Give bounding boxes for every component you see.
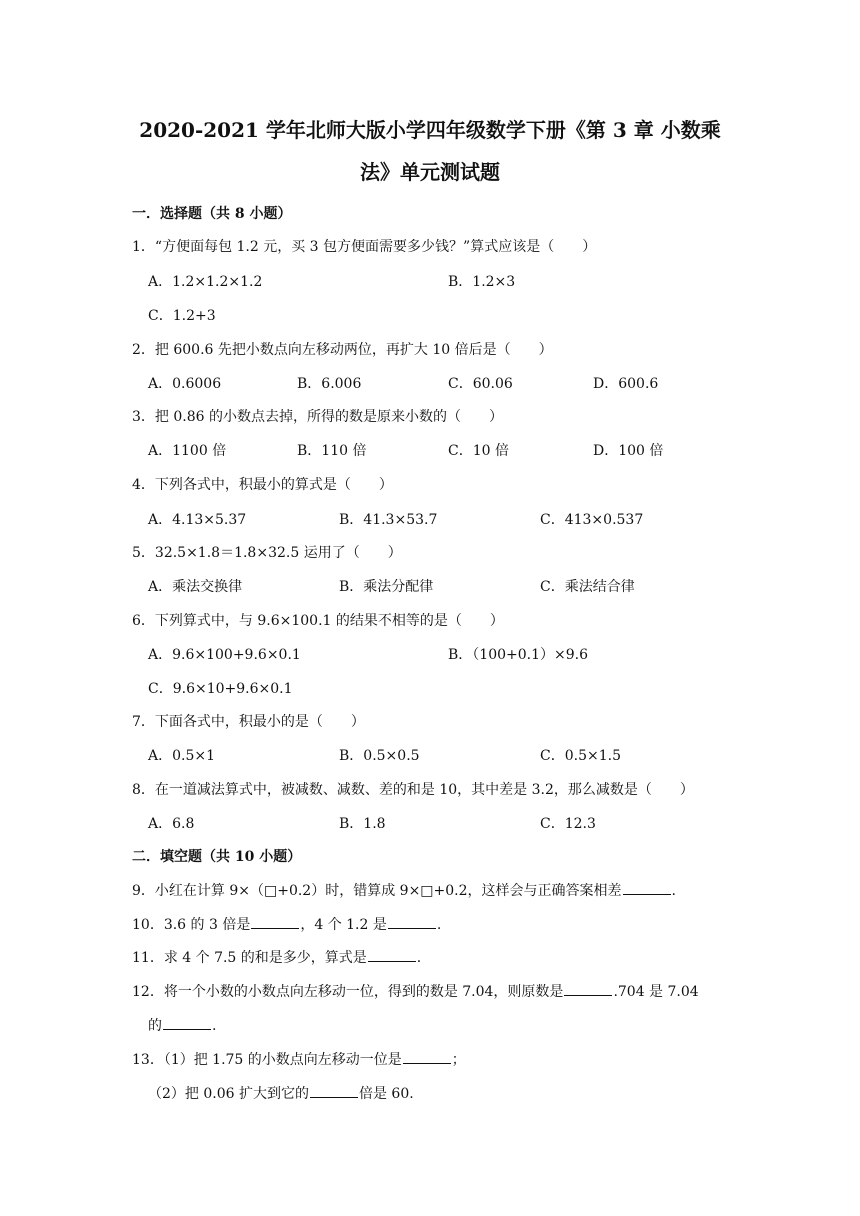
question-13 (132, 1049, 466, 1069)
question-7-option-c: C．0.5×1.5 (540, 748, 621, 764)
question-9 (132, 880, 676, 900)
question-3-option-d: D．100 倍 (593, 443, 664, 459)
answer-blank[interactable] (388, 914, 436, 929)
question-9-text: 9．小红在计算 9×（□+0.2）时，错算成 9×□+0.2，这样会与正确答案相差 (132, 883, 622, 899)
question-2-option-a: A．0.6006 (148, 376, 222, 392)
question-3-option-a: A．1100 倍 (148, 443, 227, 459)
question-6-option-c: C．9.6×10+9.6×0.1 (148, 681, 293, 697)
question-1-option-c: C．1.2+3 (148, 308, 216, 324)
question-8-option-a: A．6.8 (148, 816, 195, 832)
question-1: 1．“方便面每包 1.2 元，买 3 包方便面需要多少钱？”算式应该是（ ） (132, 239, 597, 255)
question-12-text: 12．将一个小数的小数点向左移动一位，得到的数是 7.04，则原数是 (132, 984, 564, 1000)
answer-blank[interactable] (403, 1049, 451, 1064)
section-heading-fill-in: 二．填空题（共 10 小题） (132, 849, 302, 865)
question-7-option-b: B．0.5×0.5 (339, 748, 420, 764)
question-13-part-2-end: 倍是 60. (358, 1086, 414, 1102)
question-4-option-c: C．413×0.537 (540, 512, 644, 528)
question-12-text-3: 的 (148, 1018, 162, 1034)
question-2-option-d: D．600.6 (593, 376, 659, 392)
question-1-option-a: A．1.2×1.2×1.2 (148, 274, 263, 290)
answer-blank[interactable] (623, 880, 671, 895)
question-3-option-c: C．10 倍 (448, 443, 509, 459)
section-heading-choice: 一．选择题（共 8 小题） (132, 206, 292, 222)
question-8-option-c: C．12.3 (540, 816, 596, 832)
question-12-text-2: .704 是 7.04 (613, 984, 699, 1000)
question-1-option-b: B．1.2×3 (448, 274, 516, 290)
question-8-option-b: B．1.8 (339, 816, 386, 832)
question-4: 4．下列各式中，积最小的算式是（ ） (132, 477, 393, 493)
question-3: 3．把 0.86 的小数点去掉，所得的数是原来小数的（ ） (132, 409, 503, 425)
question-13-part-2 (148, 1083, 414, 1103)
question-8: 8．在一道减法算式中，被减数、减数、差的和是 10，其中差是 3.2，那么减数是（ ） (132, 782, 694, 798)
question-9-end: . (671, 883, 676, 899)
answer-blank[interactable] (564, 981, 612, 996)
question-5-option-c: C．乘法结合律 (540, 579, 635, 595)
question-10-end: . (436, 917, 442, 933)
question-13-part-2-text: （2）把 0.06 扩大到它的 (148, 1086, 309, 1102)
question-3-option-b: B．110 倍 (297, 443, 367, 459)
question-7: 7．下面各式中，积最小的是（ ） (132, 714, 365, 730)
question-10-text-2: ，4 个 1.2 是 (300, 917, 387, 933)
question-10 (132, 914, 441, 934)
question-6-option-b: B．（100+0.1）×9.6 (448, 647, 588, 663)
question-13-text: 13．（1）把 1.75 的小数点向左移动一位是 (132, 1052, 402, 1068)
document-title-line-1: 2020-2021 学年北师大版小学四年级数学下册《第 3 章 小数乘 (139, 118, 721, 142)
question-10-text: 10．3.6 的 3 倍是 (132, 917, 251, 933)
question-4-option-a: A．4.13×5.37 (148, 512, 247, 528)
question-4-option-b: B．41.3×53.7 (339, 512, 438, 528)
question-11-text: 11．求 4 个 7.5 的和是多少，算式是 (132, 950, 367, 966)
answer-blank[interactable] (251, 914, 299, 929)
question-2-option-b: B．6.006 (297, 376, 362, 392)
question-11 (132, 947, 421, 967)
answer-blank[interactable] (163, 1015, 211, 1030)
question-6-option-a: A．9.6×100+9.6×0.1 (148, 647, 301, 663)
question-2-option-c: C．60.06 (448, 376, 513, 392)
question-13-end: ； (451, 1052, 466, 1068)
answer-blank[interactable] (310, 1083, 358, 1098)
question-5-option-b: B．乘法分配律 (339, 579, 434, 595)
question-12-end: . (212, 1018, 217, 1034)
question-7-option-a: A．0.5×1 (148, 748, 216, 764)
question-11-end: . (416, 950, 422, 966)
question-12-continuation (148, 1015, 216, 1035)
question-5: 5．32.5×1.8＝1.8×32.5 运用了（ ） (132, 545, 402, 561)
question-2: 2．把 600.6 先把小数点向左移动两位，再扩大 10 倍后是（ ） (132, 342, 553, 358)
question-12 (132, 981, 699, 1001)
question-6: 6．下列算式中，与 9.6×100.1 的结果不相等的是（ ） (132, 613, 504, 629)
document-title-line-2: 法》单元测试题 (360, 160, 500, 184)
question-5-option-a: A．乘法交换律 (148, 579, 243, 595)
answer-blank[interactable] (368, 947, 416, 962)
